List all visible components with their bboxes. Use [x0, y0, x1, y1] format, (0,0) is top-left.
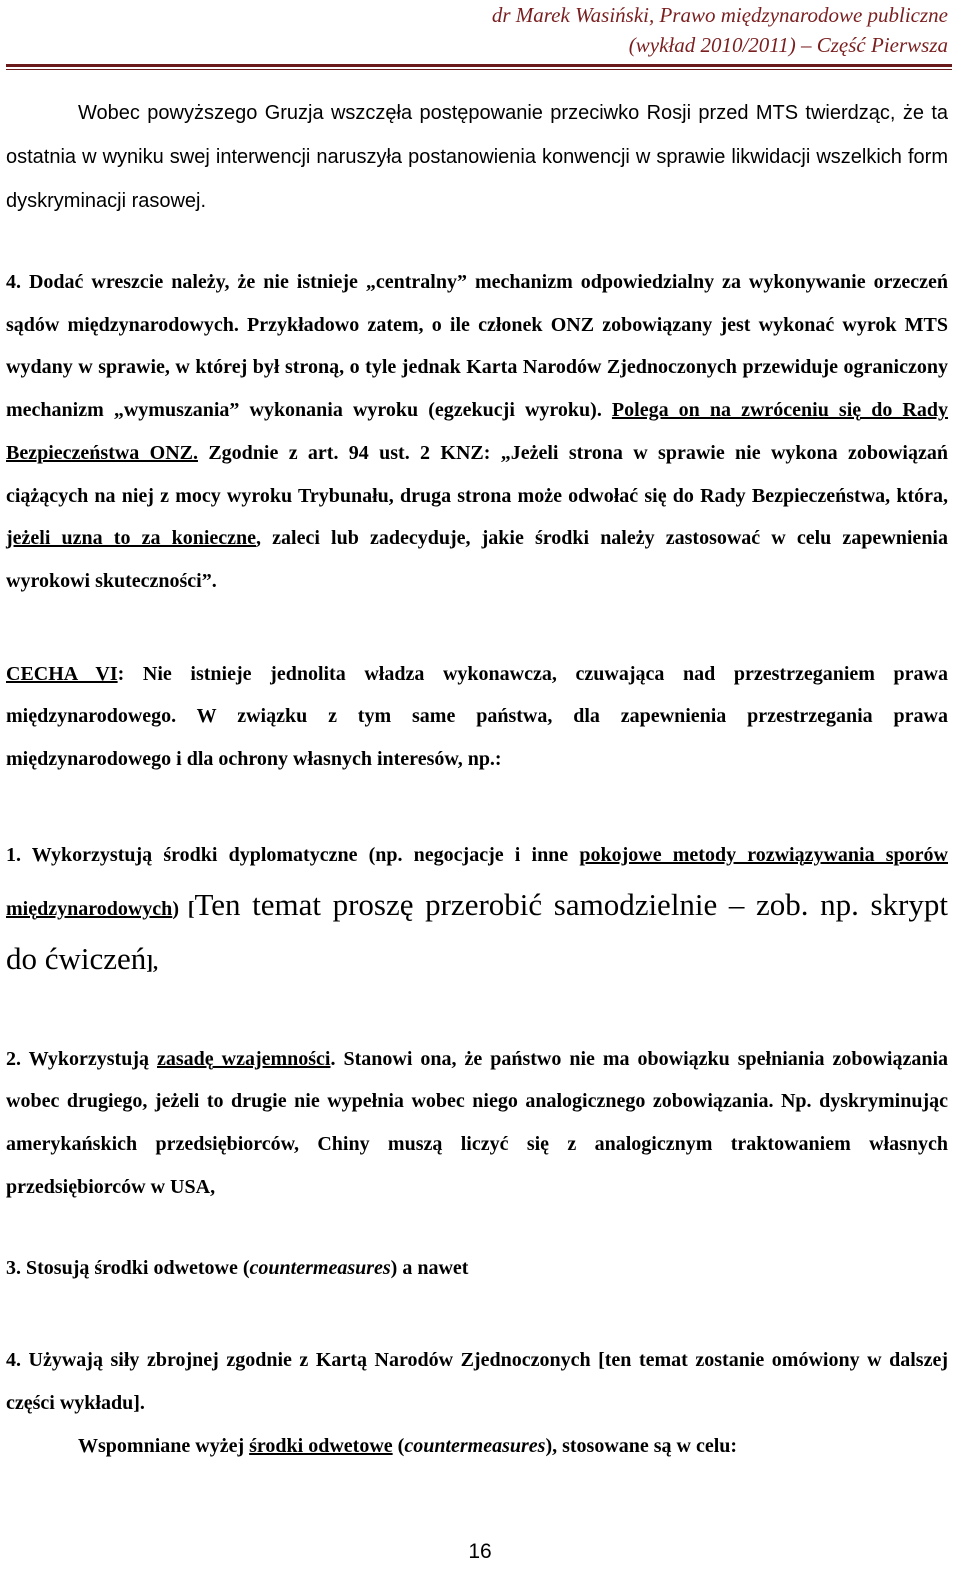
spacer: [6, 603, 948, 653]
underlined-text: zasadę wzajemności: [156, 1047, 331, 1070]
header-rule-thick: [6, 64, 952, 67]
text-run: ), stosowane są w celu:: [545, 1434, 738, 1457]
underlined-text: jeżeli uzna to za konieczne: [6, 527, 257, 550]
text-run: (: [392, 1434, 405, 1457]
text-run: : Nie istnieje jednolita władza wykonawcza, czuwająca nad przestrzeganiem prawa międzynarodowego. W związku z tym same państwa, dla zapewnienia przestrzegania prawa międzynarodowego i dla ochrony własnych interesów, np.:: [6, 662, 948, 771]
running-header: [8, 0, 948, 60]
text-run: 1. Wykorzystują środki dyplomatyczne (np. negocjacje i inne: [6, 843, 580, 866]
text-run: 3. Stosują środki odwetowe (: [6, 1256, 250, 1279]
text-run: 2. Wykorzystują: [6, 1047, 157, 1070]
text-run: ],: [146, 951, 158, 974]
paragraph-cecha-vi: [6, 653, 948, 781]
text-run: , zaleci lub zadecyduje, jakie środki należy zastosować w celu zapewnienia wyrokowi skuteczności”.: [6, 527, 948, 592]
header-rule-thin: [6, 69, 952, 70]
header-line-1: dr Marek Wasiński, Prawo międzynarodowe publiczne: [491, 3, 948, 27]
italic-text: countermeasures: [249, 1256, 391, 1279]
italic-text: countermeasures: [404, 1434, 546, 1457]
page-number: 16: [468, 1540, 492, 1563]
page-body: [6, 91, 948, 1467]
text-run: Wspomniane wyżej: [78, 1434, 250, 1457]
text-run: . Stanowi ona, że państwo nie ma obowiązku spełniania zobowiązania wobec drugiego, jeżeli to drugie nie wypełnia wobec niego analogicznego zobowiązania. Np. dyskryminując amerykańskich przedsiębiorców, Chiny muszą liczyć się z analogicznym traktowaniem własnych przedsiębiorców w USA,: [6, 1047, 949, 1198]
paragraph-countermeasures: [6, 1425, 948, 1468]
header-line-2: (wykład 2010/2011) – Część Pierwsza: [628, 33, 948, 57]
spacer: [6, 781, 948, 831]
spacer: [6, 223, 948, 261]
list-item-2: [6, 1038, 948, 1209]
paragraph-georgia-case: Wobec powyższego Gruzja wszczęła postępowanie przeciwko Rosji przed MTS twierdząc, że ta ostatnia w wyniku swej interwencji naruszyła postanowienia konwencji w sprawie likwidacji wszelkich form dyskryminacji rasowej.: [6, 102, 948, 212]
list-item-4: 4. Używają siły zbrojnej zgodnie z Kartą Narodów Zjednoczonych [ten temat zostanie omówiony w dalszej części wykładu].: [6, 1349, 948, 1414]
text-run: ) [: [172, 897, 195, 920]
list-item-1: [6, 831, 948, 988]
spacer: [6, 988, 948, 1038]
underlined-text: Polega on na zwróceniu się do Rady Bezpieczeństwa ONZ.: [6, 399, 949, 464]
text-run: 4. Dodać wreszcie należy, że nie istnieje „centralny” mechanizm odpowiedzialny za wykonywanie orzeczeń sądów międzynarodowych. Przykładowo zatem, o ile członek ONZ zobowiązany jest wykonać wyrok MTS wydany w sprawie, w której był stroną, o tyle jednak Karta Narodów Zjednoczonych przewiduje ograniczony mechanizm „wymuszania” wykonania wyroku (egzekucji wyroku).: [6, 271, 948, 422]
underlined-text: środki odwetowe: [249, 1434, 393, 1457]
underlined-text: pokojowe metody rozwiązywania sporów międzynarodowych: [6, 843, 949, 920]
section-label: CECHA VI: [6, 662, 118, 685]
text-run: ) a nawet: [390, 1256, 469, 1279]
list-item-3: [6, 1247, 948, 1290]
large-text: Ten temat proszę przerobić samodzielnie – zob. np. skrypt do ćwiczeń: [6, 886, 948, 976]
text-run: Zgodnie z art. 94 ust. 2 KNZ: „Jeżeli strona w sprawie nie wykona zobowiązań ciążących na niej z mocy wyroku Trybunału, druga strona może odwołać się do Rady Bezpieczeństwa, która,: [6, 441, 948, 507]
paragraph-enforcement: [6, 261, 948, 603]
spacer: [6, 1209, 948, 1247]
spacer: [6, 1289, 948, 1339]
